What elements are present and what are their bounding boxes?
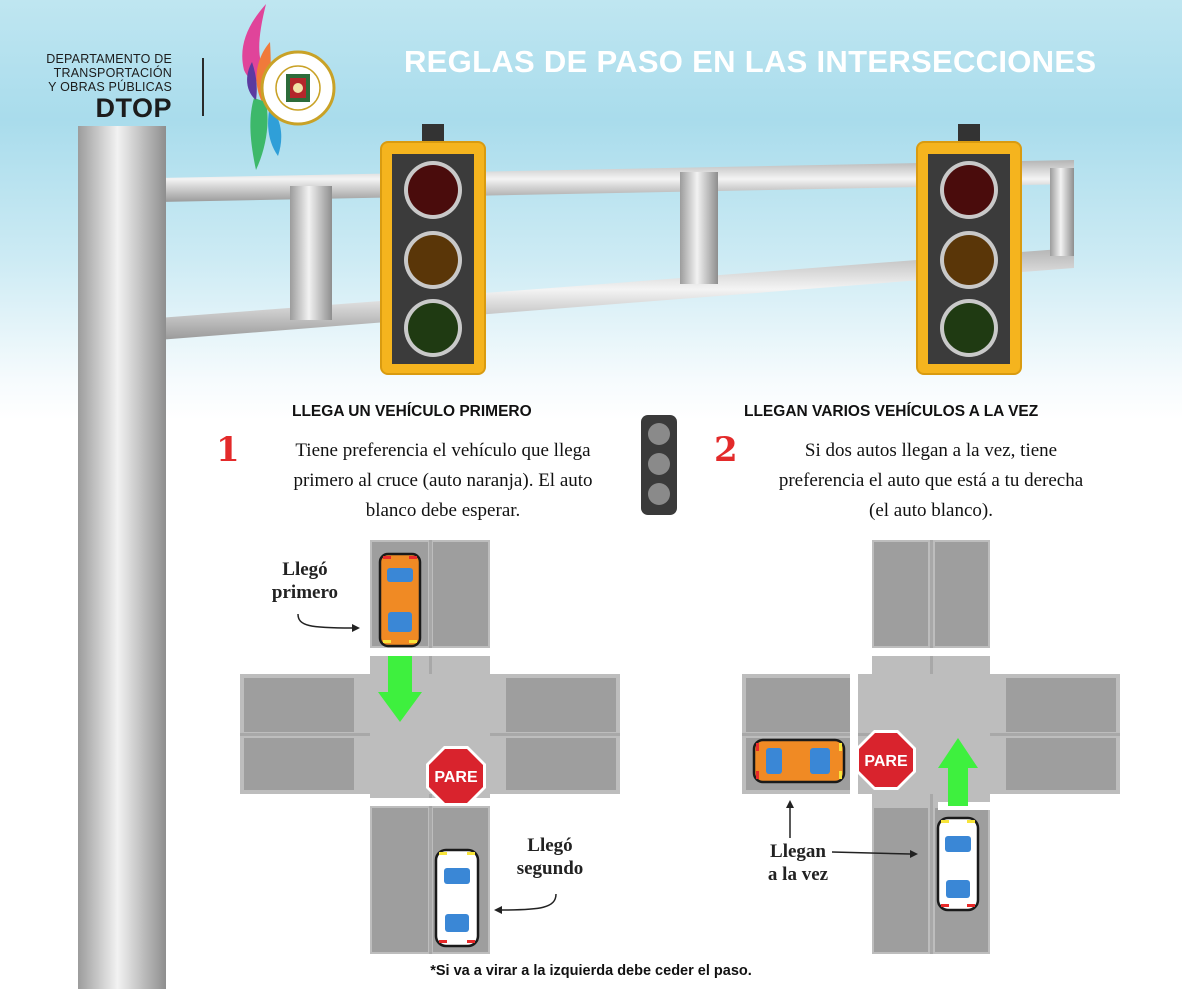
rule-2-heading: LLEGAN VARIOS VEHÍCULOS A LA VEZ [744, 403, 1039, 420]
rule-1-line-1: Tiene preferencia el vehículo que llega [295, 440, 591, 461]
green-lamp [944, 303, 994, 353]
rule-1-line-3: blanco debe esperar. [365, 500, 521, 521]
label-same-time-line-2: a la vez [767, 864, 829, 885]
dept-acronym: DTOP [95, 93, 172, 123]
stop-sign-text: PARE [864, 753, 908, 770]
amber-lamp [408, 235, 458, 285]
traffic-light-left [378, 124, 488, 378]
label-first-arrived [250, 558, 360, 604]
label-second-line-1: Llegó [527, 835, 573, 856]
rule-2-description [736, 436, 1126, 526]
small-traffic-light-icon [640, 414, 678, 516]
gantry-strut-2 [680, 172, 718, 284]
intersection-diagram-2 [742, 540, 1120, 954]
white-car [938, 818, 978, 910]
rule-1-heading: LLEGA UN VEHÍCULO PRIMERO [292, 403, 532, 420]
traffic-light-right [914, 124, 1024, 378]
gantry-strut-1 [290, 186, 332, 320]
gantry-strut-3 [1050, 168, 1074, 256]
rule-2-line-3: (el auto blanco). [869, 500, 993, 521]
page-title: REGLAS DE PASO EN LAS INTERSECCIONES [404, 44, 1097, 79]
footnote: *Si va a virar a la izquierda debe ceder el paso. [430, 963, 752, 979]
red-lamp [944, 165, 994, 215]
pole [78, 126, 166, 989]
header-divider [202, 58, 204, 116]
puerto-rico-government-seal-logo [226, 2, 338, 174]
label-arrive-same-time [748, 840, 848, 886]
orange-car [754, 740, 844, 782]
red-lamp [408, 165, 458, 215]
stop-sign [426, 746, 486, 806]
stop-sign [856, 730, 916, 790]
label-second-arrived [500, 834, 600, 880]
rule-1-description [252, 436, 634, 526]
orange-car [380, 554, 420, 646]
dept-name-line-3: Y OBRAS PÚBLICAS [48, 80, 172, 94]
label-same-time-line-1: Llegan [770, 841, 826, 862]
green-lamp [408, 303, 458, 353]
label-second-line-2: segundo [516, 858, 584, 879]
rule-2-line-2: preferencia el auto que está a tu derecha [778, 470, 1084, 491]
dept-name-line-2: TRANSPORTACIÓN [53, 66, 172, 80]
rule-2-line-1: Si dos autos llegan a la vez, tiene [804, 440, 1058, 461]
dtop-logo-text [20, 52, 172, 122]
rule-1-line-2: primero al cruce (auto naranja). El auto [293, 470, 593, 491]
amber-lamp [944, 235, 994, 285]
rule-2-number: 2 [714, 430, 738, 470]
dept-name-line-1: DEPARTAMENTO DE [46, 52, 172, 66]
rule-1-number: 1 [216, 430, 240, 470]
label-first-line-1: Llegó [282, 559, 328, 580]
white-car [436, 850, 478, 946]
stop-sign-text: PARE [434, 769, 478, 786]
label-first-line-2: primero [271, 582, 339, 603]
